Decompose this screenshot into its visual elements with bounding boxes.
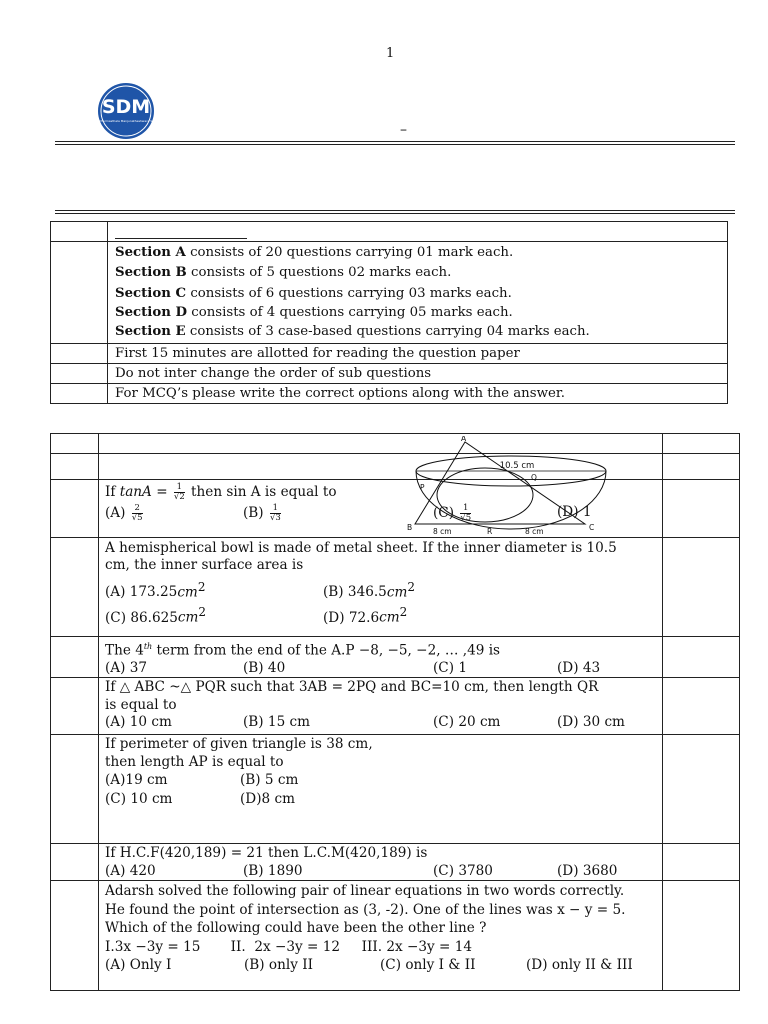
option-b: (B) $\frac{1}{√3}$ xyxy=(243,503,281,523)
triangle-incircle-figure xyxy=(403,436,599,536)
option-c: (C) only I & II xyxy=(380,957,476,974)
fraction: $\frac{1}{√2}$ xyxy=(173,482,185,502)
question-text: If △ ABC ~△ PQR such that 3AB = 2PQ and BC=10 cm, then length QR is equal to xyxy=(105,679,599,713)
instruction-line: First 15 minutes are allotted for reading the question paper xyxy=(115,346,520,361)
instruction-line: Section D consists of 4 questions carrying 05 marks each. xyxy=(115,305,513,320)
option-b: (B) 5 cm xyxy=(240,772,299,789)
option-d: (D) 3680 xyxy=(557,862,618,879)
option-d: (D) 43 xyxy=(557,659,601,676)
question-row-7 xyxy=(51,881,740,991)
option-c: (C) 3780 xyxy=(433,862,493,879)
option-a: (A) $\frac{2}{√5}$ xyxy=(105,503,143,523)
svg-text:B: B xyxy=(406,522,412,532)
instruction-line: For MCQ’s please write the correct options along with the answer. xyxy=(115,386,565,401)
answer-options xyxy=(99,602,662,628)
instructions-rule xyxy=(55,210,735,214)
option-b: (B) $346.5cm^2$ xyxy=(323,579,415,601)
page-number: 1 xyxy=(386,46,395,61)
option-a: (A) 420 xyxy=(105,862,156,879)
answer-options xyxy=(99,660,662,677)
option-c: (C) 10 cm xyxy=(105,791,173,808)
question-text: A hemispherical bowl is made of metal sheet. If the inner diameter is 10.5 cm, the inner surface area is xyxy=(105,540,617,574)
logo-initials: SDM xyxy=(101,96,151,118)
header-rule xyxy=(55,141,735,145)
svg-text:R: R xyxy=(486,526,492,536)
option-a: (A)19 cm xyxy=(105,772,168,789)
question-text: If H.C.F(420,189) = 21 then L.C.M(420,189) is xyxy=(105,845,428,862)
option-c: (C) 1 xyxy=(433,659,467,676)
option-b: (B) 40 xyxy=(243,659,286,676)
instructions-table xyxy=(50,221,728,404)
option-c: (C) $86.625cm^2$ xyxy=(105,605,207,626)
question-text: Adarsh solved the following pair of linear equations in two words correctly. He found the point of intersection as (3, -2). One of the lines was x − y = 5. Which of the following could have been the other line ? I.3x −3y = 15 II. 2x −3y = 12 III. 2x −3y = 14 xyxy=(105,883,626,955)
questions-table xyxy=(50,433,740,991)
instruction-line: Do not inter change the order of sub questions xyxy=(115,366,432,381)
answer-options xyxy=(99,790,662,809)
option-c: (C) 20 cm xyxy=(433,714,501,731)
question-row-1 xyxy=(51,480,740,538)
option-c: (C) $\frac{1}{√5}$ xyxy=(433,503,472,523)
option-d: (D) 1 xyxy=(557,504,592,520)
question-row-4 xyxy=(51,678,740,735)
question-row-6 xyxy=(51,844,740,881)
question-text: If tanA = $\frac{1}{√2}$ then sin A is equal to xyxy=(105,482,337,502)
school-logo xyxy=(96,82,158,140)
answer-options xyxy=(99,863,662,880)
answer-options xyxy=(99,956,662,974)
svg-text:C: C xyxy=(588,522,594,532)
option-b: (B) 15 cm xyxy=(243,714,311,731)
header-dash: – xyxy=(400,122,407,138)
option-b: (B) 1890 xyxy=(243,862,303,879)
option-a: (A) Only I xyxy=(105,957,172,974)
question-text: If perimeter of given triangle is 38 cm, then length AP is equal to xyxy=(105,736,373,770)
svg-text:P: P xyxy=(419,482,425,492)
option-a: (A) 37 xyxy=(105,659,148,676)
instruction-line: Section B consists of 5 questions 02 marks each. xyxy=(115,265,452,280)
option-b: (B) only II xyxy=(244,957,313,974)
svg-text:Q: Q xyxy=(530,472,537,482)
instruction-line: Section A consists of 20 questions carrying 01 mark each. xyxy=(115,245,514,260)
svg-text:8 cm: 8 cm xyxy=(432,526,452,536)
diameter-label: 10.5 cm xyxy=(499,460,534,471)
answer-options xyxy=(99,771,662,790)
option-a: (A) 10 cm xyxy=(105,714,172,731)
instruction-line: Section E consists of 3 case-based questions carrying 04 marks each. xyxy=(115,324,590,339)
option-d: (D) only II & III xyxy=(526,957,633,974)
option-d: (D) 30 cm xyxy=(557,714,625,731)
option-d: (D)8 cm xyxy=(240,791,295,808)
instruction-line: Section C consists of 6 questions carrying 03 marks each. xyxy=(115,286,512,301)
question-text: The 4th term from the end of the A.P −8, −5, −2, … ,49 is xyxy=(105,642,501,659)
option-d: (D) $72.6cm^2$ xyxy=(323,605,408,626)
answer-options xyxy=(99,577,662,603)
answer-options xyxy=(99,714,662,731)
option-a: (A) $173.25cm^2$ xyxy=(105,579,206,601)
svg-text:8 cm: 8 cm xyxy=(524,526,544,536)
question-row-3 xyxy=(51,637,740,678)
question-row-5 xyxy=(51,735,740,844)
instructions-heading-underline xyxy=(115,238,247,239)
svg-text:A: A xyxy=(460,435,466,443)
section-instructions xyxy=(108,242,728,344)
question-row-2 xyxy=(51,538,740,637)
logo-subtitle: Shri Dharmasthala Manjunatheshwara School xyxy=(96,119,158,123)
